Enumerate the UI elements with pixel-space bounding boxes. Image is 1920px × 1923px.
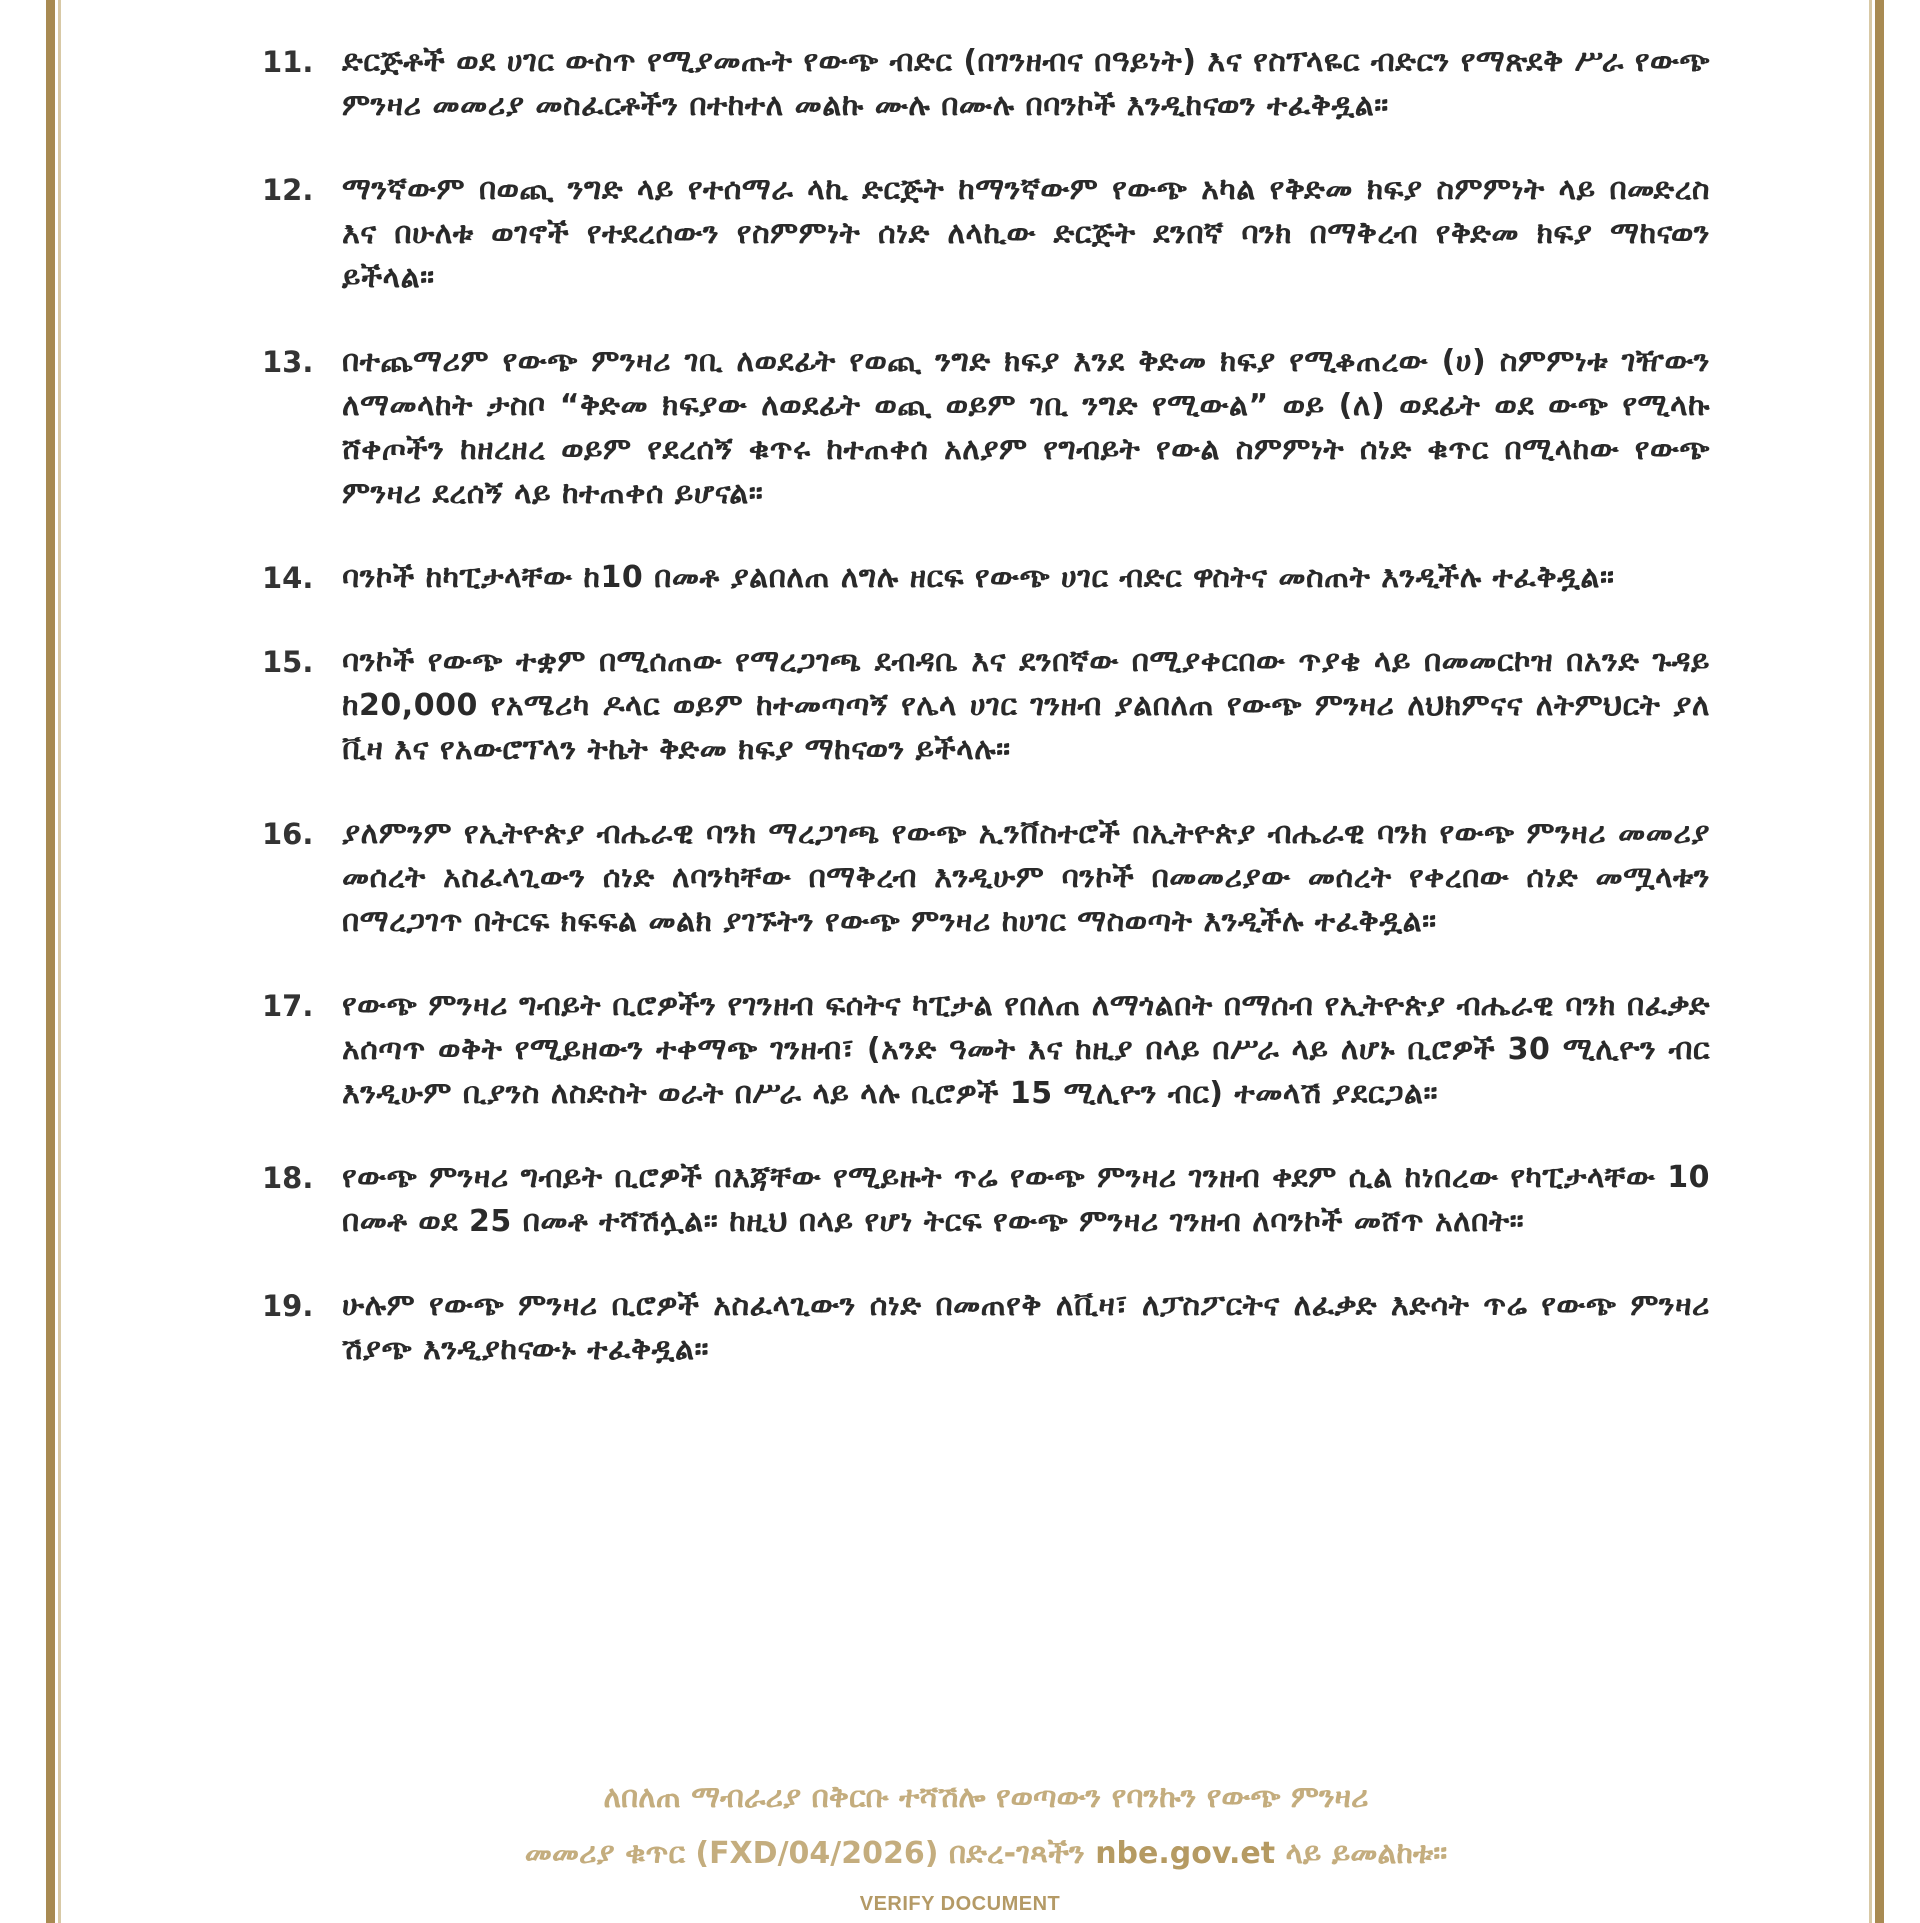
item-number: 13. (262, 345, 314, 379)
item-number: 19. (262, 1289, 314, 1323)
item-number: 18. (262, 1161, 314, 1195)
item-text: የውጭ ምንዛሪ ግብይት ቢሮዎችን የገንዘብ ፍሰትና ካፒታል የበለጠ ለማጎልበት በማሰብ የኢትዮጵያ ብሔራዊ ባንክ በፈቃድ አሰጣጥ ወቅት የሚይዘውን ተቀማጭ ገንዘብ፣ (አንድ ዓመት እና ከዚያ በላይ በሥራ ላይ ለሆኑ ቢሮዎች 30 ሚሊዮን ብር እንዲሁም ቢያንስ ለስድስት ወራት በሥራ ላይ ላሉ ቢሮዎች 15 ሚሊዮን ብር) ተመላሽ ያደርጋል። (342, 988, 1710, 1111)
item-number: 14. (262, 561, 314, 595)
item-text: የውጭ ምንዛሪ ግብይት ቢሮዎች በእጃቸው የሚይዙት ጥሬ የውጭ ምንዛሪ ገንዘብ ቀደም ሲል ከነበረው የካፒታላቸው 10 በመቶ ወደ 25 በመቶ ተሻሽሏል። ከዚህ በላይ የሆነ ትርፍ የውጭ ምንዛሪ ገንዘብ ለባንኮች መሸጥ አለበት። (342, 1160, 1710, 1239)
list-item (262, 1156, 1710, 1244)
item-text: ማንኛውም በወጪ ንግድ ላይ የተሰማራ ላኪ ድርጅት ከማንኛውም የውጭ አካል የቅድመ ክፍያ ስምምነት ላይ በመድረስ እና በሁለቱ ወገኖች የተደረሰውን የስምምነት ሰነድ ለላኪው ድርጅት ደንበኛ ባንክ በማቅረብ የቅድመ ክፍያ ማከናወን ይችላል። (342, 172, 1710, 295)
item-number: 11. (262, 45, 314, 79)
item-number: 12. (262, 173, 314, 207)
item-text: ድርጅቶች ወደ ሀገር ውስጥ የሚያመጡት የውጭ ብድር (በገንዘብና በዓይነት) እና የስፕላዬር ብድርን የማጽደቅ ሥራ የውጭ ምንዛሪ መመሪያ መስፈርቶችን በተከተለ መልኩ ሙሉ በሙሉ በባንኮች እንዲከናወን ተፈቅዷል። (342, 44, 1710, 123)
website-link[interactable]: nbe.gov.et (1095, 1836, 1276, 1871)
item-text: ባንኮች ከካፒታላቸው ከ10 በመቶ ያልበለጠ ለግሉ ዘርፍ የውጭ ሀገር ብድር ዋስትና መስጠት እንዲችሉ ተፈቅዷል። (342, 560, 1615, 595)
item-number: 16. (262, 817, 314, 851)
list-item (262, 40, 1710, 128)
footer-line-2-prefix: መመሪያ ቁጥር (FXD/04/2026) በድረ-ገጻችን (524, 1836, 1096, 1871)
list-item (262, 340, 1710, 516)
list-item (262, 168, 1710, 300)
right-gold-border (1875, 0, 1884, 1923)
list-item (262, 640, 1710, 772)
list-item (262, 1284, 1710, 1372)
item-text: በተጨማሪም የውጭ ምንዛሪ ገቢ ለወደፊት የወጪ ንግድ ክፍያ እንደ ቅድመ ክፍያ የሚቆጠረው (ሀ) ስምምነቱ ገዥውን ለማመላከት ታስቦ “ቅድመ ክፍያው ለወደፊት ወጪ ወይም ገቢ ንግድ የሚውል” ወይ (ለ) ወደፊት ወደ ውጭ የሚላኩ ሸቀጦችን ከዘረዘረ ወይም የደረሰኝ ቁጥሩ ከተጠቀሰ አለያም የግብይት የውል ስምምነት ሰነድ ቁጥር በሚላከው የውጭ ምንዛሪ ደረሰኝ ላይ ከተጠቀሰ ይሆናል። (342, 344, 1710, 511)
document-body (262, 40, 1710, 1412)
left-gold-border (46, 0, 55, 1923)
list-item (262, 556, 1710, 600)
footer-line-2 (262, 1826, 1710, 1882)
verify-document-link[interactable]: VERIFY DOCUMENT (859, 1893, 1061, 1915)
footer-line-1: ለበለጠ ማብራሪያ በቅርቡ ተሻሽሎ የወጣውን የባንኩን የውጭ ምንዛሪ (603, 1780, 1369, 1815)
item-text: ሁሉም የውጭ ምንዛሪ ቢሮዎች አስፈላጊውን ሰነድ በመጠየቅ ለቪዛ፣ ለፓስፖርትና ለፈቃድ እድሳት ጥሬ የውጭ ምንዛሪ ሽያጭ እንዲያከናውኑ ተፈቅዷል። (342, 1288, 1710, 1367)
list-item (262, 984, 1710, 1116)
footer-line-2-suffix: ላይ ይመልከቱ። (1275, 1836, 1448, 1871)
footer-note (262, 1770, 1710, 1882)
list-item (262, 812, 1710, 944)
item-text: ያለምንም የኢትዮጵያ ብሔራዊ ባንክ ማረጋገጫ የውጭ ኢንቨስተሮች በኢትዮጵያ ብሔራዊ ባንክ የውጭ ምንዛሪ መመሪያ መሰረት አስፈላጊውን ሰነድ ለባንካቸው በማቅረብ እንዲሁም ባንኮች በመመሪያው መሰረት የቀረበው ሰነድ መሟላቱን በማረጋገጥ በትርፍ ክፍፍል መልክ ያገኙትን የውጭ ምንዛሪ ከሀገር ማስወጣት እንዲችሉ ተፈቅዷል። (342, 816, 1710, 939)
item-text: ባንኮች የውጭ ተቋም በሚሰጠው የማረጋገጫ ደብዳቤ እና ደንበኛው በሚያቀርበው ጥያቄ ላይ በመመርኮዝ በአንድ ጉዳይ ከ20,000 የአሜሪካ ዶላር ወይም ከተመጣጣኝ የሌላ ሀገር ገንዘብ ያልበለጠ የውጭ ምንዛሪ ለህክምናና ለትምህርት ያለ ቪዛ እና የአውሮፕላን ትኬት ቅድመ ክፍያ ማከናወን ይችላሉ። (342, 644, 1710, 767)
item-number: 15. (262, 645, 314, 679)
item-number: 17. (262, 989, 314, 1023)
